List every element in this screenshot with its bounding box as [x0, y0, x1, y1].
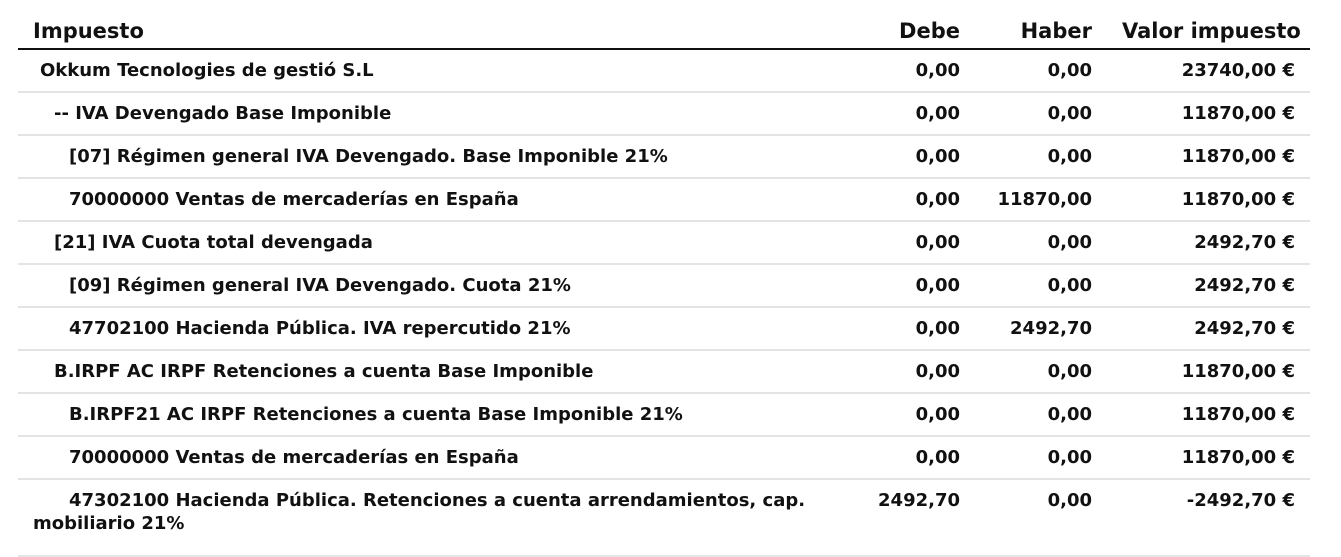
row-debe-cell: 2492,70 [830, 479, 975, 556]
row-debe-cell: 0,00 [830, 436, 975, 479]
row-impuesto-cell: [09] Régimen general IVA Devengado. Cuota 21% [18, 264, 830, 307]
row-impuesto-cell: 70000000 Ventas de mercaderías en España [18, 436, 830, 479]
header-row [18, 14, 1310, 49]
table-row[interactable] [18, 307, 1310, 350]
row-valor-impuesto-cell: 2492,70 € [1107, 307, 1310, 350]
row-valor-impuesto-cell: 11870,00 € [1107, 436, 1310, 479]
row-impuesto-cell: 47302100 Hacienda Pública. Retenciones a cuenta arrendamientos, cap. mobiliario 21% [18, 479, 830, 556]
row-debe-cell: 0,00 [830, 92, 975, 135]
row-debe-cell: 0,00 [830, 49, 975, 92]
table-row[interactable] [18, 393, 1310, 436]
table-row[interactable] [18, 479, 1310, 556]
row-haber-cell: 0,00 [975, 135, 1107, 178]
table-row[interactable] [18, 49, 1310, 92]
row-impuesto-cell: -- IVA Devengado Base Imponible [18, 92, 830, 135]
table-body [18, 49, 1310, 556]
row-impuesto-cell: B.IRPF AC IRPF Retenciones a cuenta Base Imponible [18, 350, 830, 393]
row-haber-cell: 11870,00 [975, 178, 1107, 221]
row-debe-cell: 0,00 [830, 135, 975, 178]
row-debe-cell: 0,00 [830, 307, 975, 350]
table-row[interactable] [18, 264, 1310, 307]
row-debe-cell: 0,00 [830, 350, 975, 393]
row-impuesto-cell: Okkum Tecnologies de gestió S.L [18, 49, 830, 92]
row-haber-cell: 0,00 [975, 393, 1107, 436]
row-impuesto-cell: [07] Régimen general IVA Devengado. Base Imponible 21% [18, 135, 830, 178]
row-debe-cell: 0,00 [830, 264, 975, 307]
header-valor-impuesto[interactable]: Valor impuesto [1107, 14, 1310, 49]
row-haber-cell: 0,00 [975, 49, 1107, 92]
row-haber-cell: 2492,70 [975, 307, 1107, 350]
table-header [18, 14, 1310, 49]
table-row[interactable] [18, 350, 1310, 393]
row-haber-cell: 0,00 [975, 221, 1107, 264]
row-debe-cell: 0,00 [830, 178, 975, 221]
header-impuesto[interactable]: Impuesto [18, 14, 830, 49]
header-debe[interactable]: Debe [830, 14, 975, 49]
table-row[interactable] [18, 436, 1310, 479]
table-row[interactable] [18, 92, 1310, 135]
row-valor-impuesto-cell: 2492,70 € [1107, 221, 1310, 264]
row-valor-impuesto-cell: 11870,00 € [1107, 135, 1310, 178]
row-valor-impuesto-cell: 23740,00 € [1107, 49, 1310, 92]
row-valor-impuesto-cell: 11870,00 € [1107, 393, 1310, 436]
row-impuesto-cell: 70000000 Ventas de mercaderías en España [18, 178, 830, 221]
row-impuesto-cell: [21] IVA Cuota total devengada [18, 221, 830, 264]
table-row[interactable] [18, 135, 1310, 178]
table-row[interactable] [18, 221, 1310, 264]
tax-report [18, 14, 1310, 557]
row-debe-cell: 0,00 [830, 393, 975, 436]
row-haber-cell: 0,00 [975, 350, 1107, 393]
row-haber-cell: 0,00 [975, 436, 1107, 479]
row-valor-impuesto-cell: 11870,00 € [1107, 350, 1310, 393]
row-debe-cell: 0,00 [830, 221, 975, 264]
row-valor-impuesto-cell: -2492,70 € [1107, 479, 1310, 556]
row-impuesto-cell: 47702100 Hacienda Pública. IVA repercutido 21% [18, 307, 830, 350]
row-haber-cell: 0,00 [975, 92, 1107, 135]
header-haber[interactable]: Haber [975, 14, 1107, 49]
row-haber-cell: 0,00 [975, 479, 1107, 556]
row-haber-cell: 0,00 [975, 264, 1107, 307]
row-valor-impuesto-cell: 11870,00 € [1107, 92, 1310, 135]
table-row[interactable] [18, 178, 1310, 221]
row-valor-impuesto-cell: 2492,70 € [1107, 264, 1310, 307]
row-valor-impuesto-cell: 11870,00 € [1107, 178, 1310, 221]
row-impuesto-cell: B.IRPF21 AC IRPF Retenciones a cuenta Base Imponible 21% [18, 393, 830, 436]
tax-table [18, 14, 1310, 557]
